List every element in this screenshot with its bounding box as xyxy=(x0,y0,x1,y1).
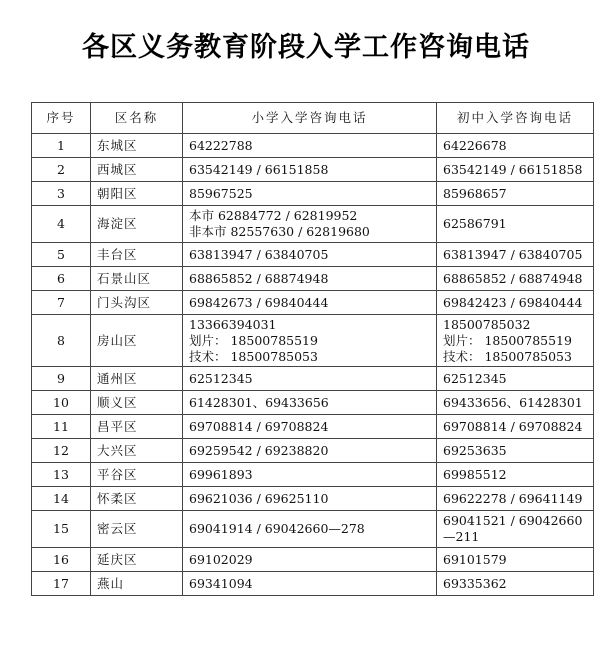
table-row xyxy=(32,391,594,415)
junior-phone-cell xyxy=(437,511,594,548)
district-name-cell: 昌平区 xyxy=(91,415,183,439)
primary-phone-cell xyxy=(183,415,437,439)
serial-number-cell: 8 xyxy=(32,315,91,367)
junior-phone-line: 69433656、61428301 xyxy=(443,394,583,410)
junior-phone-line: 18500785032 xyxy=(443,316,531,332)
junior-phone-cell xyxy=(437,548,594,572)
district-name-cell: 石景山区 xyxy=(91,267,183,291)
page-title: 各区义务教育阶段入学工作咨询电话 xyxy=(82,32,530,63)
junior-phone-cell xyxy=(437,291,594,315)
table-row xyxy=(32,134,594,158)
primary-phone-line: 69961893 xyxy=(189,466,253,482)
primary-phone-cell xyxy=(183,463,437,487)
primary-phone-cell xyxy=(183,243,437,267)
primary-phone-line: 62512345 xyxy=(189,370,253,386)
primary-phone-line: 69842673 / 69840444 xyxy=(189,294,329,310)
primary-phone-cell xyxy=(183,134,437,158)
table-row xyxy=(32,548,594,572)
junior-phone-cell xyxy=(437,206,594,243)
serial-number-cell: 4 xyxy=(32,206,91,243)
junior-phone-line: 63542149 / 66151858 xyxy=(443,161,583,177)
primary-phone-cell xyxy=(183,182,437,206)
table-row xyxy=(32,243,594,267)
district-name-cell: 朝阳区 xyxy=(91,182,183,206)
header-junior-high-phone: 初中入学咨询电话 xyxy=(437,103,594,134)
serial-number-cell: 3 xyxy=(32,182,91,206)
table-row xyxy=(32,291,594,315)
district-name-cell: 海淀区 xyxy=(91,206,183,243)
district-name-cell: 平谷区 xyxy=(91,463,183,487)
primary-phone-line: 13366394031 xyxy=(189,316,277,332)
table-row xyxy=(32,487,594,511)
junior-phone-line: 63813947 / 63840705 xyxy=(443,246,583,262)
table-row xyxy=(32,439,594,463)
primary-phone-cell xyxy=(183,439,437,463)
primary-phone-cell xyxy=(183,511,437,548)
primary-phone-line: 本市 62884772 / 62819952 xyxy=(189,208,358,223)
district-name-cell: 房山区 xyxy=(91,315,183,367)
district-name-cell: 燕山 xyxy=(91,572,183,596)
district-name-cell: 通州区 xyxy=(91,367,183,391)
primary-phone-line: 64222788 xyxy=(189,137,253,153)
serial-number-cell: 17 xyxy=(32,572,91,596)
primary-phone-line: 非本市 82557630 / 62819680 xyxy=(189,224,370,239)
primary-phone-line: 63542149 / 66151858 xyxy=(189,161,329,177)
junior-phone-cell xyxy=(437,391,594,415)
district-name-cell: 延庆区 xyxy=(91,548,183,572)
serial-number-cell: 16 xyxy=(32,548,91,572)
primary-phone-cell xyxy=(183,158,437,182)
primary-phone-cell xyxy=(183,367,437,391)
header-serial-number: 序号 xyxy=(32,103,91,134)
junior-phone-cell xyxy=(437,315,594,367)
serial-number-cell: 11 xyxy=(32,415,91,439)
serial-number-cell: 1 xyxy=(32,134,91,158)
table-row xyxy=(32,315,594,367)
serial-number-cell: 12 xyxy=(32,439,91,463)
primary-phone-cell xyxy=(183,267,437,291)
primary-phone-line: 69259542 / 69238820 xyxy=(189,442,329,458)
primary-phone-line: 技术： 18500785053 xyxy=(189,348,318,364)
junior-phone-cell xyxy=(437,415,594,439)
serial-number-cell: 5 xyxy=(32,243,91,267)
junior-phone-line: 62512345 xyxy=(443,370,507,386)
district-name-cell: 密云区 xyxy=(91,511,183,548)
serial-number-cell: 2 xyxy=(32,158,91,182)
enrollment-phone-table xyxy=(31,102,594,596)
junior-phone-cell xyxy=(437,439,594,463)
junior-phone-line: 69985512 xyxy=(443,466,507,482)
table-row xyxy=(32,511,594,548)
table-row xyxy=(32,206,594,243)
district-name-cell: 大兴区 xyxy=(91,439,183,463)
junior-phone-line: 69253635 xyxy=(443,442,507,458)
primary-phone-cell xyxy=(183,206,437,243)
junior-phone-line: 62586791 xyxy=(443,216,507,231)
district-name-cell: 丰台区 xyxy=(91,243,183,267)
junior-phone-cell xyxy=(437,367,594,391)
junior-phone-cell xyxy=(437,487,594,511)
junior-phone-line: 85968657 xyxy=(443,185,507,201)
primary-phone-line: 69621036 / 69625110 xyxy=(189,490,329,506)
district-name-cell: 怀柔区 xyxy=(91,487,183,511)
primary-phone-line: 69708814 / 69708824 xyxy=(189,418,329,434)
primary-phone-line: 69102029 xyxy=(189,551,253,567)
junior-phone-line: —211 xyxy=(443,529,480,544)
junior-phone-line: 69335362 xyxy=(443,575,507,591)
table-row xyxy=(32,572,594,596)
table-row xyxy=(32,463,594,487)
junior-phone-cell xyxy=(437,134,594,158)
primary-phone-cell xyxy=(183,487,437,511)
junior-phone-line: 划片： 18500785519 xyxy=(443,332,572,348)
primary-phone-cell xyxy=(183,548,437,572)
junior-phone-cell xyxy=(437,158,594,182)
district-name-cell: 顺义区 xyxy=(91,391,183,415)
primary-phone-line: 61428301、69433656 xyxy=(189,394,329,410)
junior-phone-line: 69842423 / 69840444 xyxy=(443,294,583,310)
primary-phone-cell xyxy=(183,572,437,596)
junior-phone-cell xyxy=(437,182,594,206)
serial-number-cell: 10 xyxy=(32,391,91,415)
junior-phone-line: 69622278 / 69641149 xyxy=(443,490,583,506)
table-body xyxy=(32,134,594,596)
district-name-cell: 门头沟区 xyxy=(91,291,183,315)
junior-phone-line: 69101579 xyxy=(443,551,507,567)
primary-phone-line: 划片： 18500785519 xyxy=(189,332,318,348)
serial-number-cell: 7 xyxy=(32,291,91,315)
primary-phone-line: 69041914 / 69042660—278 xyxy=(189,521,365,536)
primary-phone-line: 68865852 / 68874948 xyxy=(189,270,329,286)
primary-phone-line: 85967525 xyxy=(189,185,253,201)
district-name-cell: 西城区 xyxy=(91,158,183,182)
junior-phone-line: 68865852 / 68874948 xyxy=(443,270,583,286)
header-district-name: 区名称 xyxy=(91,103,183,134)
table-row xyxy=(32,367,594,391)
junior-phone-line: 69708814 / 69708824 xyxy=(443,418,583,434)
junior-phone-cell xyxy=(437,463,594,487)
primary-phone-cell xyxy=(183,291,437,315)
serial-number-cell: 13 xyxy=(32,463,91,487)
table-header-row xyxy=(32,103,594,134)
junior-phone-line: 69041521 / 69042660 xyxy=(443,513,583,528)
header-primary-school-phone: 小学入学咨询电话 xyxy=(183,103,437,134)
junior-phone-line: 技术： 18500785053 xyxy=(443,348,572,364)
table-row xyxy=(32,182,594,206)
serial-number-cell: 9 xyxy=(32,367,91,391)
table-row xyxy=(32,267,594,291)
serial-number-cell: 14 xyxy=(32,487,91,511)
junior-phone-cell xyxy=(437,572,594,596)
junior-phone-cell xyxy=(437,243,594,267)
table-row xyxy=(32,158,594,182)
serial-number-cell: 15 xyxy=(32,511,91,548)
junior-phone-line: 64226678 xyxy=(443,137,507,153)
primary-phone-line: 69341094 xyxy=(189,575,253,591)
primary-phone-cell xyxy=(183,315,437,367)
junior-phone-cell xyxy=(437,267,594,291)
district-name-cell: 东城区 xyxy=(91,134,183,158)
primary-phone-cell xyxy=(183,391,437,415)
serial-number-cell: 6 xyxy=(32,267,91,291)
table-row xyxy=(32,415,594,439)
primary-phone-line: 63813947 / 63840705 xyxy=(189,246,329,262)
